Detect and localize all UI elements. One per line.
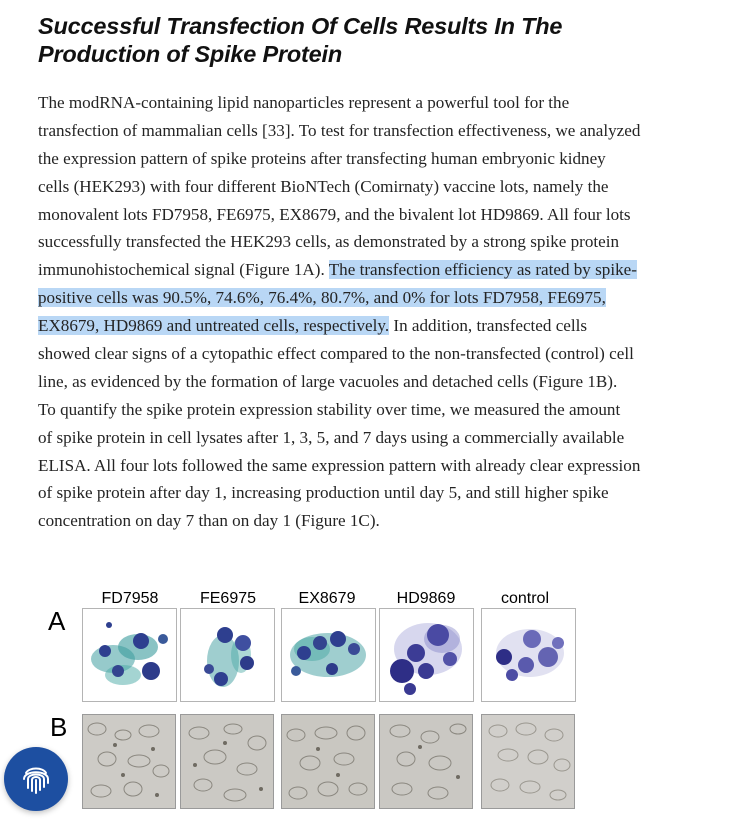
paragraph-line: The modRNA-containing lipid nanoparticles represent a powerful tool for the xyxy=(38,93,570,112)
paragraph-line: line, as evidenced by the formation of large vacuoles and detached cells (Figure 1B). xyxy=(38,371,618,391)
paragraph-line: of spike protein in cell lysates after 1, 3, 5, and 7 days using a commercially available xyxy=(38,427,625,447)
column-label-fe6975: FE6975 xyxy=(199,590,257,607)
highlighted-text[interactable]: positive cells was 90.5%, 74.6%, 76.4%, 80.7%, and 0% for lots FD7958, FE6975, xyxy=(38,288,606,308)
paragraph-line: the expression pattern of spike proteins after transfecting human embryonic kidney xyxy=(38,148,606,168)
ihc-image-control xyxy=(481,608,576,702)
paragraph-line: cells (HEK293) with four different BioNTech (Comirnaty) vaccine lots, namely the xyxy=(38,176,609,196)
panel-a-label: A xyxy=(48,606,66,636)
highlighted-text[interactable]: The transfection efficiency as rated by spike- xyxy=(328,260,637,280)
article-paragraph xyxy=(38,89,706,535)
micrograph-fd7958 xyxy=(82,714,176,809)
column-label-ex8679: EX8679 xyxy=(298,590,356,607)
ihc-image-fd7958 xyxy=(82,608,177,702)
paragraph-line xyxy=(38,256,706,284)
micrograph-fe6975 xyxy=(180,714,274,809)
figure-1 xyxy=(0,580,747,827)
title-line: Successful Transfection Of Cells Results In The xyxy=(38,13,563,39)
fingerprint-button[interactable] xyxy=(4,747,68,811)
column-label-control: control xyxy=(500,590,550,607)
paragraph-line: To quantify the spike protein expression stability over time, we measured the amount xyxy=(38,399,621,419)
column-label-hd9869: HD9869 xyxy=(396,590,456,607)
ihc-image-fe6975 xyxy=(180,608,275,702)
micrograph-control xyxy=(481,714,575,809)
paragraph-line: successfully transfected the HEK293 cells, as demonstrated by a strong spike protein xyxy=(38,232,620,252)
fingerprint-icon xyxy=(18,761,54,797)
ihc-image-hd9869 xyxy=(379,608,474,702)
line-text: In addition, transfected cells xyxy=(389,316,588,336)
paragraph-line: transfection of mammalian cells [33]. To test for transfection effectiveness, we analyzed xyxy=(38,120,641,140)
micrograph-hd9869 xyxy=(379,714,473,809)
paragraph-line: monovalent lots FD7958, FE6975, EX8679, and the bivalent lot HD9869. All four lots xyxy=(38,204,631,224)
highlighted-text[interactable]: EX8679, HD9869 and untreated cells, respectively. xyxy=(38,316,390,336)
title-line: Production of Spike Protein xyxy=(38,41,343,67)
ihc-image-ex8679 xyxy=(281,608,376,702)
line-text: immunohistochemical signal (Figure 1A). xyxy=(38,260,329,280)
paragraph-line xyxy=(38,284,706,312)
paragraph-line xyxy=(38,312,706,340)
panel-b-label: B xyxy=(50,712,68,742)
paragraph-line: showed clear signs of a cytopathic effect compared to the non-transfected (control) cell xyxy=(38,344,634,364)
column-label-fd7958: FD7958 xyxy=(101,590,159,607)
micrograph-ex8679 xyxy=(281,714,375,809)
paragraph-line: concentration on day 7 than on day 1 (Figure 1C). xyxy=(38,511,380,531)
article-title xyxy=(38,12,698,68)
paragraph-line: ELISA. All four lots followed the same expression pattern with already clear expression xyxy=(38,455,641,475)
paragraph-line: of spike protein after day 1, increasing production until day 5, and still higher spike xyxy=(38,483,609,503)
